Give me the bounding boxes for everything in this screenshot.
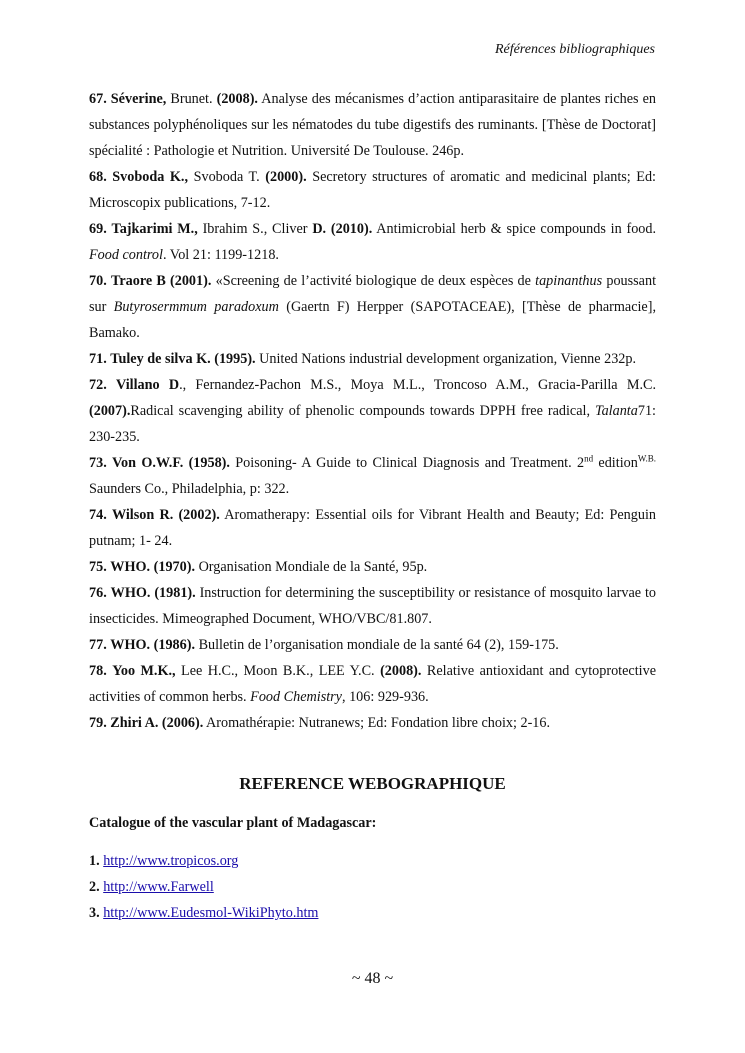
reference-73: 73. Von O.W.F. (1958). Poisoning- A Guide to Clinical Diagnosis and Treatment. 2nd edition$^{W.B.}$ Saunders Co., Philadelphia, p: 322. — [89, 453, 656, 497]
webography-title: REFERENCE WEBOGRAPHIQUE — [239, 774, 506, 793]
reference-77: 77. WHO. (1986). Bulletin de l’organisation mondiale de la santé 64 (2), 159-175. — [89, 637, 559, 653]
reference-76: 76. WHO. (1981). Instruction for determining the susceptibility or resistance of mosquito larvae to insecticides. Mimeographed Document, WHO/VBC/81.807. — [89, 585, 657, 627]
link-farwell[interactable]: http://www.Farwell — [103, 879, 214, 895]
web-link-item: 3. http://www.Eudesmol-WikiPhyto.htm — [89, 905, 319, 921]
reference-78: 78. Yoo M.K., Lee H.C., Moon B.K., LEE Y.C. (2008). Relative antioxidant and cytoprotective activities of common herbs. Food Chemistry, 106: 929-936. — [89, 663, 656, 705]
reference-69: 69. Tajkarimi M., Ibrahim S., Cliver D. (2010). Antimicrobial herb & spice compounds in food. Food control. Vol 21: 1199-1218. — [89, 221, 657, 263]
page-number: ~ 48 ~ — [351, 970, 394, 987]
web-link-item: 2. http://www.Farwell — [89, 879, 214, 895]
reference-72: 72. Villano D., Fernandez-Pachon M.S., Moya M.L., Troncoso A.M., Gracia-Parilla M.C. (2007).Radical scavenging ability of phenolic compounds towards DPPH free radical, Talanta71: 230-235. — [89, 377, 657, 445]
web-link-list — [89, 848, 318, 926]
reference-79: 79. Zhiri A. (2006). Aromathérapie: Nutranews; Ed: Fondation libre choix; 2-16. — [89, 715, 551, 731]
reference-70: 70. Traore B (2001). «Screening de l’activité biologique de deux espèces de tapinanthus poussant sur Butyrosermmum paradoxum (Gaertn F) Herpper (SAPOTACEAE), [Thèse de pharmacie], Bamako. — [89, 273, 657, 341]
reference-71: 71. Tuley de silva K. (1995). United Nations industrial development organization, Vienne 232p. — [89, 351, 637, 367]
reference-74: 74. Wilson R. (2002). Aromatherapy: Essential oils for Vibrant Health and Beauty; Ed: Penguin putnam; 1- 24. — [89, 507, 656, 549]
reference-list — [89, 86, 656, 736]
catalogue-label: Catalogue of the vascular plant of Madagascar: — [89, 815, 377, 831]
reference-67: 67. Séverine, Brunet. (2008). Analyse des mécanismes d’action antiparasitaire de plantes riches en substances polyphénoliques sur les nématodes du tube digestifs des ruminants. [Thèse de Doctorat] spécialité : Pathologie et Nutrition. Université De Toulouse. 246p. — [89, 91, 656, 159]
reference-75: 75. WHO. (1970). Organisation Mondiale de la Santé, 95p. — [89, 559, 428, 575]
link-tropicos[interactable]: http://www.tropicos.org — [103, 853, 239, 869]
running-header: Références bibliographiques — [494, 42, 655, 57]
reference-68: 68. Svoboda K., Svoboda T. (2000). Secretory structures of aromatic and medicinal plants; Ed: Microscopix publications, 7-12. — [89, 169, 657, 211]
link-eudesmol[interactable]: http://www.Eudesmol-WikiPhyto.htm — [103, 905, 319, 921]
web-link-item: 1. http://www.tropicos.org — [89, 853, 239, 869]
